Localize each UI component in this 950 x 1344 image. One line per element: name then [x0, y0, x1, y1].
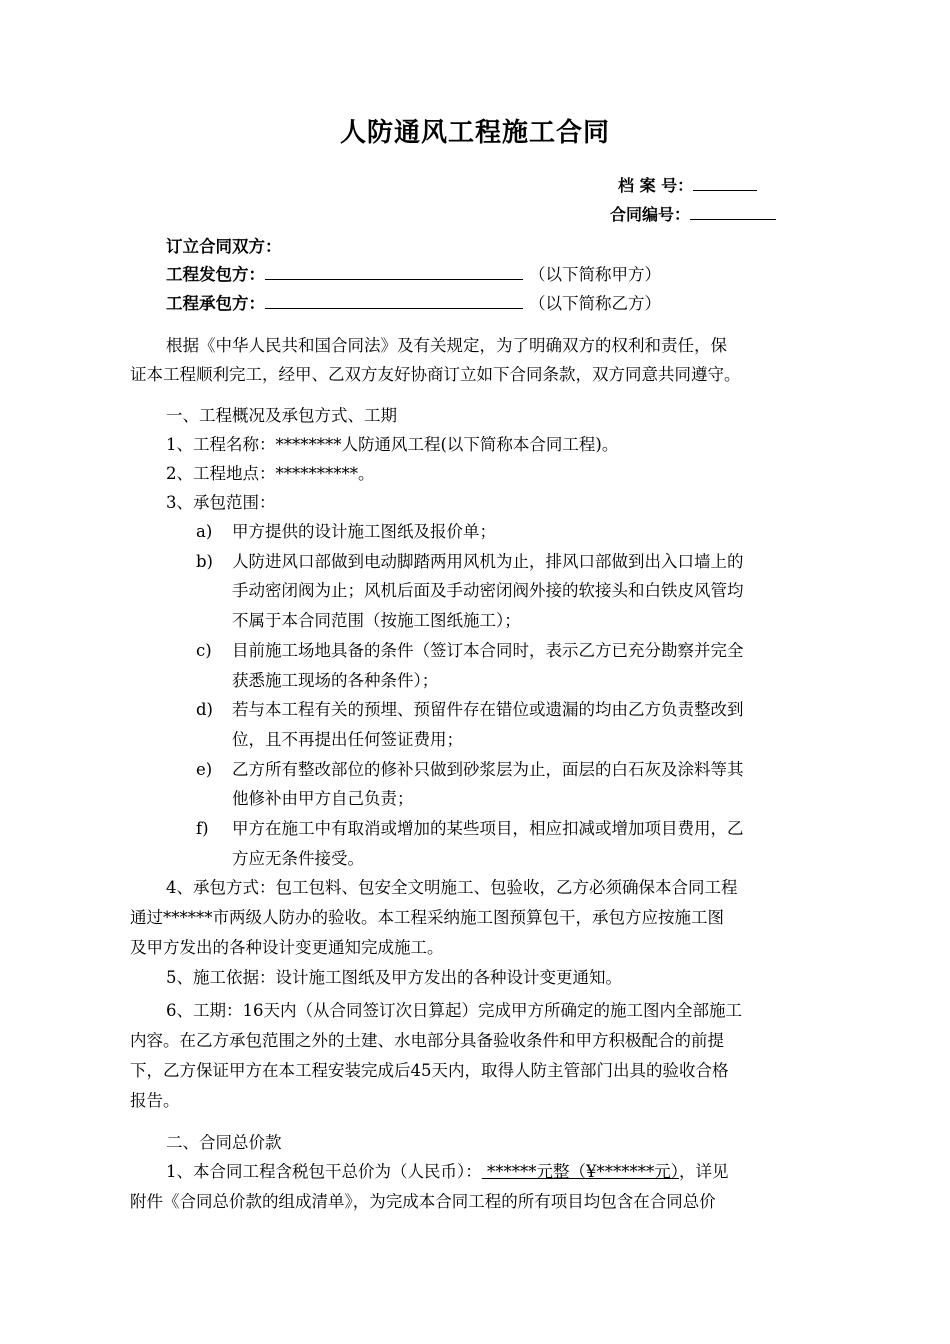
- document-title: 人防通风工程施工合同: [339, 118, 610, 148]
- section-1-heading: 一、工程概况及承包方式、工期: [166, 406, 397, 425]
- item-6-line: 内容。在乙方承包范围之外的土建、水电部分具备验收条件和甲方积极配合的前提: [130, 1031, 724, 1050]
- item-3-scope: 3、承包范围：: [166, 493, 276, 512]
- party-a-blank: [265, 265, 523, 280]
- scope-letter: a): [196, 522, 213, 541]
- item-2-project-location: 2、工程地点：**********。: [166, 464, 375, 483]
- item-6-line: 下，乙方保证甲方在本工程安装完成后45天内，取得人防主管部门出具的验收合格: [130, 1061, 729, 1080]
- contract-number-label: 合同编号：: [610, 205, 691, 224]
- party-b-blank: [265, 294, 523, 309]
- scope-item-text: 甲方在施工中有取消或增加的某些项目，相应扣减或增加项目费用，乙: [232, 819, 744, 838]
- parties-heading: 订立合同双方：: [166, 237, 282, 256]
- scope-letter: b): [196, 552, 213, 571]
- scope-item-text: 方应无条件接受。: [232, 849, 364, 868]
- scope-item-text: 不属于本合同范围（按施工图纸施工）；: [232, 611, 521, 630]
- item-4-line: 4、承包方式：包工包料、包安全文明施工、包验收，乙方必须确保本合同工程: [166, 878, 738, 897]
- party-a-line: [166, 264, 661, 286]
- price-line-1: [166, 1161, 729, 1183]
- scope-item-text: 甲方提供的设计施工图纸及报价单；: [232, 522, 496, 541]
- item-4-line: 通过******市两级人防办的验收。本工程采纳施工图预算包干，承包方应按施工图: [130, 908, 724, 927]
- item-1-project-name: 1、工程名称：********人防通风工程(以下简称本合同工程)。: [166, 435, 619, 454]
- scope-item-text: 乙方所有整改部位的修补只做到砂浆层为止，面层的白石灰及涂料等其: [232, 760, 744, 779]
- scope-item-text: 手动密闭阀为止；风机后面及手动密闭阀外接的软接头和白铁皮风管均: [232, 581, 744, 600]
- scope-item-text: 获悉施工现场的各种条件）；: [232, 671, 439, 690]
- price-value: ******元整（¥*******元）: [481, 1162, 679, 1181]
- section-2-heading: 二、合同总价款: [166, 1133, 282, 1152]
- scope-item-text: 目前施工场地具备的条件（签订本合同时，表示乙方已充分勘察并完全: [232, 641, 744, 660]
- item-5-basis: 5、施工依据：设计施工图纸及甲方发出的各种设计变更通知。: [166, 968, 622, 987]
- scope-item-text: 人防进风口部做到电动脚踏两用风机为止，排风口部做到出入口墙上的: [232, 552, 744, 571]
- party-b-line: [166, 293, 661, 315]
- archive-number-field: [618, 173, 757, 196]
- party-a-suffix: （以下简称甲方）: [529, 265, 661, 284]
- scope-letter: d): [196, 700, 213, 719]
- intro-line-1: 根据《中华人民共和国合同法》及有关规定，为了明确双方的权利和责任，保: [166, 336, 727, 355]
- scope-item-text: 位，且不再提出任何签证费用；: [232, 730, 463, 749]
- contract-number-field: [610, 202, 776, 225]
- intro-line-2: 证本工程顺利完工，经甲、乙双方友好协商订立如下合同条款，双方同意共同遵守。: [130, 365, 741, 384]
- party-a-label: 工程发包方：: [166, 265, 265, 284]
- scope-letter: c): [196, 641, 212, 660]
- scope-item-text: 若与本工程有关的预埋、预留件存在错位或遗漏的均由乙方负责整改到: [232, 700, 744, 719]
- archive-number-blank: [693, 176, 757, 191]
- archive-number-label: 档 案 号：: [618, 176, 694, 195]
- price-suffix: ，详见: [679, 1162, 729, 1181]
- price-line-2: 附件《合同总价款的组成清单》，为完成本合同工程的所有项目均包含在合同总价: [130, 1192, 716, 1211]
- item-4-line: 及甲方发出的各种设计变更通知完成施工。: [130, 938, 444, 957]
- party-b-label: 工程承包方：: [166, 294, 265, 313]
- scope-letter: e): [196, 760, 213, 779]
- contract-number-blank: [690, 205, 776, 220]
- price-prefix: 1、本合同工程含税包干总价为（人民币）：: [166, 1162, 482, 1181]
- item-6-line: 6、工期：16天内（从合同签订次日算起）完成甲方所确定的施工图内全部施工: [166, 1001, 742, 1020]
- party-b-suffix: （以下简称乙方）: [529, 294, 661, 313]
- scope-item-text: 他修补由甲方自己负责；: [232, 789, 414, 808]
- scope-letter: f): [196, 819, 209, 838]
- item-6-line: 报告。: [130, 1091, 180, 1110]
